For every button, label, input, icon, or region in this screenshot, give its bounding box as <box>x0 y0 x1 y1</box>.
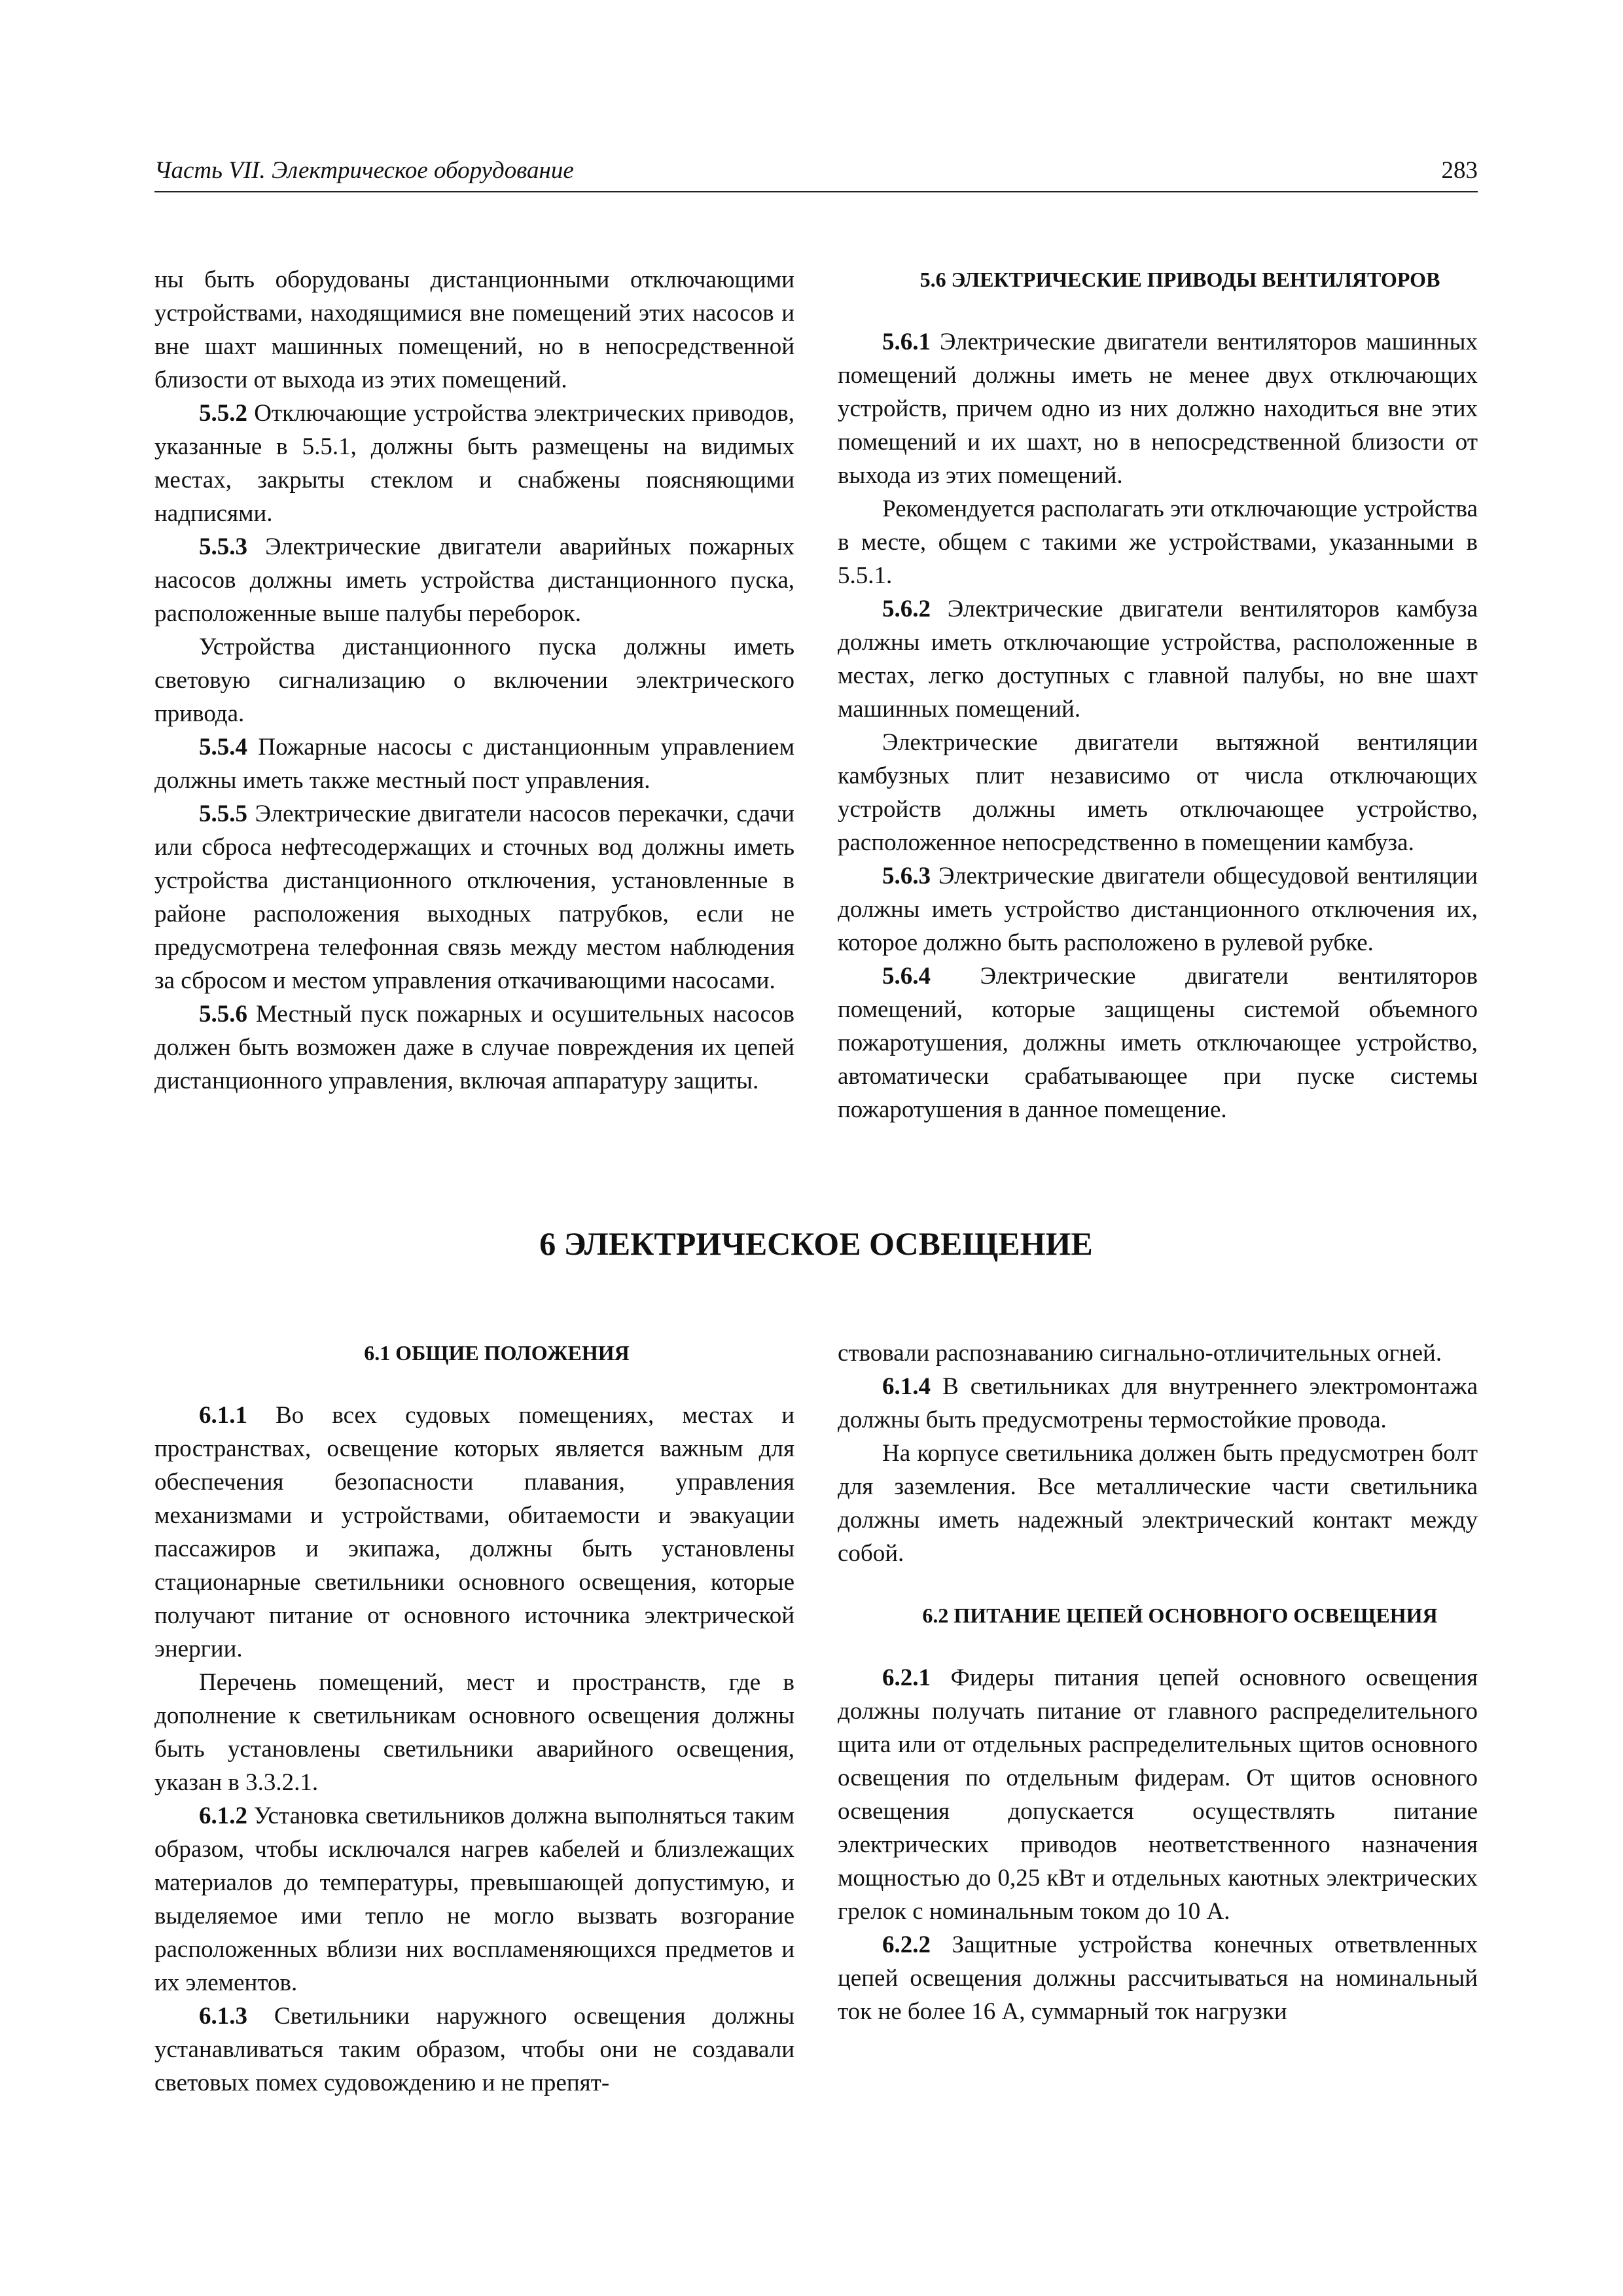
clause-number: 6.2.1 <box>882 1664 931 1691</box>
paragraph-text: Защитные устройства конечных ответвленных цепей освещения должны рассчитываться на номинальный ток не более 16 А, суммарный ток нагрузки <box>838 1931 1478 2025</box>
paragraph-text: Местный пуск пожарных и осушительных насосов должен быть возможен даже в случае повреждения их цепей дистанционного управления, включая аппаратуру защиты. <box>154 1001 794 1094</box>
paragraph-text: Во всех судовых помещениях, местах и пространствах, освещение которых является важным для обеспечения безопасности плавания, управления механизмами и устройствами, обитаемости и эвакуации пассажиров и экипажа, должны быть установлены стационарные светильники основного освещения, которые получают питание от основного источника электрической энергии. <box>154 1402 794 1662</box>
clause-paragraph <box>838 1661 1478 1928</box>
section-heading: 5.6 ЭЛЕКТРИЧЕСКИЕ ПРИВОДЫ ВЕНТИЛЯТОРОВ <box>919 268 1440 291</box>
clause-number: 6.1.1 <box>199 1402 247 1429</box>
section-heading: 6.2 ПИТАНИЕ ЦЕПЕЙ ОСНОВНОГО ОСВЕЩЕНИЯ <box>922 1604 1438 1627</box>
clause-paragraph <box>838 325 1478 492</box>
clause-paragraph <box>154 730 794 797</box>
chapter-title: 6 ЭЛЕКТРИЧЕСКОЕ ОСВЕЩЕНИЕ <box>539 1225 1093 1262</box>
clause-number: 5.5.5 <box>199 800 247 827</box>
paragraph-text: Электрические двигатели насосов перекачки, сдачи или сброса нефтесодержащих и сточных вод должны иметь устройства дистанционного отключения, установленные в районе расположения выходных патрубков, если не предусмотрена телефонная связь между местом наблюдения за сбросом и местом управления откачивающими насосами. <box>154 800 794 994</box>
clause-paragraph <box>154 2000 794 2100</box>
clause-paragraph <box>154 530 794 630</box>
clause-paragraph <box>838 1928 1478 2028</box>
paragraph-text: Электрические двигатели общесудовой вентиляции должны иметь устройство дистанционного отключения их, которое должно быть расположено в рулевой рубке. <box>838 863 1478 956</box>
clause-number: 5.6.3 <box>882 863 931 889</box>
column-right-top <box>838 263 1478 1126</box>
paragraph-text: Электрические двигатели аварийных пожарных насосов должны иметь устройства дистанционного пуска, расположенные выше палубы переборок. <box>154 533 794 627</box>
clause-number: 5.6.1 <box>882 329 931 355</box>
clause-paragraph <box>838 859 1478 960</box>
clause-paragraph <box>838 960 1478 1126</box>
paragraph <box>154 1666 794 1799</box>
clause-number: 6.1.3 <box>199 2003 247 2030</box>
clause-number: 5.5.6 <box>199 1001 247 1028</box>
paragraph <box>838 726 1478 859</box>
clause-paragraph <box>154 997 794 1098</box>
page-number: 283 <box>1441 157 1478 184</box>
paragraph-text: Перечень помещений, мест и пространств, где в дополнение к светильникам основного освещения должны быть установлены светильники аварийного освещения, указан в 3.3.2.1. <box>154 1669 794 1796</box>
paragraph-text: Устройства дистанционного пуска должны иметь световую сигнализацию о включении электрического привода. <box>154 634 794 727</box>
paragraph-text: Пожарные насосы с дистанционным управлением должны иметь также местный пост управления. <box>154 734 794 794</box>
paragraph-text: ны быть оборудованы дистанционными отключающими устройствами, находящимися вне помещений этих насосов и вне шахт машинных помещений, но в непосредственной близости от выхода из этих помещений. <box>154 266 794 393</box>
clause-number: 6.2.2 <box>882 1931 931 1958</box>
clause-number: 6.1.2 <box>199 1803 247 1829</box>
clause-number: 6.1.4 <box>882 1373 931 1400</box>
paragraph <box>154 630 794 730</box>
paragraph-text: В светильниках для внутреннего электромонтажа должны быть предусмотрены термостойкие провода. <box>838 1373 1478 1433</box>
clause-paragraph <box>154 797 794 997</box>
clause-paragraph <box>838 1370 1478 1437</box>
clause-number: 5.5.2 <box>199 400 247 427</box>
paragraph-text: Электрические двигатели вытяжной вентиляции камбузных плит независимо от числа отключающих устройств должны иметь отключающее устройство, расположенное непосредственно в помещении камбуза. <box>838 729 1478 856</box>
paragraph-text: Установка светильников должна выполняться таким образом, чтобы исключался нагрев кабелей и близлежащих материалов до температуры, превышающей допустимую, и выделяемое ими тепло не могло вызвать возгорание расположенных вблизи них воспламеняющихся предметов и их элементов. <box>154 1803 794 1996</box>
paragraph-text: Светильники наружного освещения должны устанавливаться таким образом, чтобы они не создавали световых помех судовождению и не препят- <box>154 2003 794 2096</box>
clause-paragraph <box>154 1799 794 2000</box>
clause-number: 5.5.3 <box>199 533 247 560</box>
paragraph-text: Отключающие устройства электрических приводов, указанные в 5.5.1, должны быть размещены на видимых местах, закрыты стеклом и снабжены поясняющими надписями. <box>154 400 794 527</box>
running-header <box>154 152 1478 192</box>
section-heading: 6.1 ОБЩИЕ ПОЛОЖЕНИЯ <box>364 1341 630 1365</box>
paragraph-continuation <box>838 1336 1478 1370</box>
paragraph-text: Фидеры питания цепей основного освещения должны получать питание от главного распределительного щита или от отдельных распределительных щитов основного освещения по отдельным фидерам. От щитов основного освещения допускается осуществлять питание электрических приводов неответственного назначения мощностью до 0,25 кВт и отдельных каютных электрических грелок с номинальным током до 10 А. <box>838 1664 1478 1925</box>
clause-paragraph <box>154 1399 794 1666</box>
column-right-bottom <box>838 1336 1478 2028</box>
clause-number: 5.5.4 <box>199 734 247 761</box>
column-left-bottom <box>154 1336 794 2100</box>
paragraph <box>838 492 1478 592</box>
clause-paragraph <box>838 592 1478 726</box>
paragraph-text: Электрические двигатели вентиляторов камбуза должны иметь отключающие устройства, расположенные в местах, легко доступных с главной палубы, но вне шахт машинных помещений. <box>838 596 1478 723</box>
paragraph-text: Электрические двигатели вентиляторов машинных помещений должны иметь не менее двух отключающих устройств, причем одно из них должно находиться вне этих помещений и их шахт, но в непосредственной близости от выхода из этих помещений. <box>838 329 1478 489</box>
paragraph-text: Электрические двигатели вентиляторов помещений, которые защищены системой объемного пожаротушения, должны иметь отключающее устройство, автоматически срабатывающее при пуске системы пожаротушения в данное помещение. <box>838 963 1478 1123</box>
clause-paragraph <box>154 397 794 530</box>
paragraph-continuation <box>154 263 794 397</box>
clause-number: 5.6.2 <box>882 596 931 622</box>
clause-number: 5.6.4 <box>882 963 931 990</box>
paragraph <box>838 1437 1478 1570</box>
running-title: Часть VII. Электрическое оборудование <box>154 157 574 184</box>
column-left-top <box>154 263 794 1098</box>
paragraph-text: ствовали распознаванию сигнально-отличительных огней. <box>838 1340 1442 1367</box>
paragraph-text: Рекомендуется располагать эти отключающие устройства в месте, общем с такими же устройствами, указанными в 5.5.1. <box>838 495 1478 589</box>
paragraph-text: На корпусе светильника должен быть предусмотрен болт для заземления. Все металлические части светильника должны иметь надежный электрический контакт между собой. <box>838 1440 1478 1567</box>
